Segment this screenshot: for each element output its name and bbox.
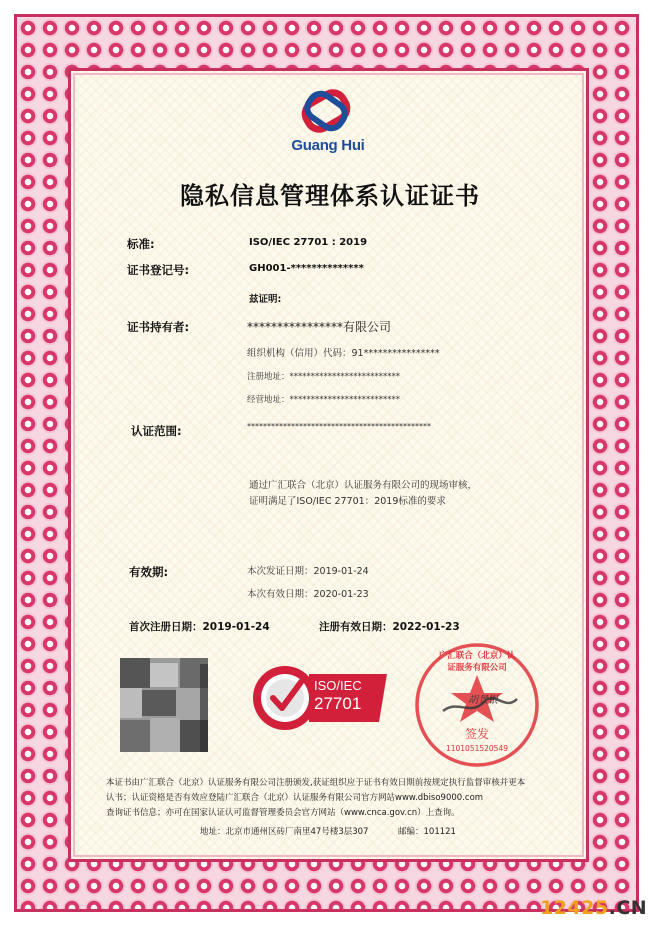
holder-label: 证书持有者:	[127, 320, 190, 334]
iso-badge-line2: 27701	[314, 694, 362, 713]
official-seal	[413, 641, 541, 769]
scope-label: 认证范围:	[131, 424, 182, 438]
footer-postcode: 邮编：101121	[398, 827, 456, 837]
footer-line-3: 查询证书信息；亦可在国家认证认可监督管理委员会官方网站（www.cnca.gov.cn）上查询。	[106, 808, 460, 818]
site-watermark: 12425.CN	[540, 897, 648, 919]
first-registration-date: 首次注册日期：2019-01-24	[129, 621, 270, 633]
holder-name: ****************有限公司	[247, 320, 392, 334]
registration-valid-date: 注册有效日期：2022-01-23	[319, 621, 460, 633]
seal-number: 1101051520549	[445, 744, 509, 753]
brand-name: Guang Hui	[291, 137, 365, 154]
hereby-text: 兹证明:	[249, 294, 282, 305]
validity-label: 有效期:	[129, 565, 169, 579]
qr-code	[120, 658, 208, 752]
registered-address: 注册地址：**************************	[247, 372, 401, 382]
operating-address: 经营地址：**************************	[247, 395, 401, 405]
org-code: 组织机构（信用）代码：91****************	[247, 348, 440, 359]
footer-line-1: 本证书由广汇联合（北京）认证服务有限公司注册颁发,获证组织应于证书有效日期前按规定执行监督审核并更本	[106, 778, 526, 788]
brand-logo-icon	[296, 86, 356, 136]
statement-line-1: 通过广汇联合（北京）认证服务有限公司的现场审核，	[249, 480, 478, 491]
certificate-title: 隐私信息管理体系认证证书	[180, 182, 480, 210]
statement-line-2: 证明满足了ISO/IEC 27701：2019标准的要求	[249, 496, 446, 507]
issue-date: 本次发证日期：2019-01-24	[247, 566, 369, 577]
iso-badge-line1: ISO/IEC	[314, 678, 362, 693]
scope-value: **********************************************	[247, 422, 431, 431]
standard-value: ISO/IEC 27701 : 2019	[249, 237, 368, 248]
seal-ring-text: 广汇联合（北京）认证服务有限公司	[438, 651, 516, 673]
footer-address: 地址：北京市通州区砖厂南里47号楼3层307	[200, 827, 369, 837]
reg-no-value: GH001-**************	[249, 263, 364, 274]
reg-no-label: 证书登记号:	[127, 263, 190, 277]
standard-label: 标准:	[127, 237, 155, 251]
iso-27701-badge	[247, 660, 392, 736]
footer-line-2: 认书；认证资格是否有效应登陆广汇联合（北京）认证服务有限公司官方网站www.dbiso9000.com	[106, 793, 484, 803]
seal-issue-text: 签发	[464, 727, 489, 741]
valid-date: 本次有效日期：2020-01-23	[247, 589, 369, 600]
seal-signature: 胡景银	[468, 695, 498, 706]
